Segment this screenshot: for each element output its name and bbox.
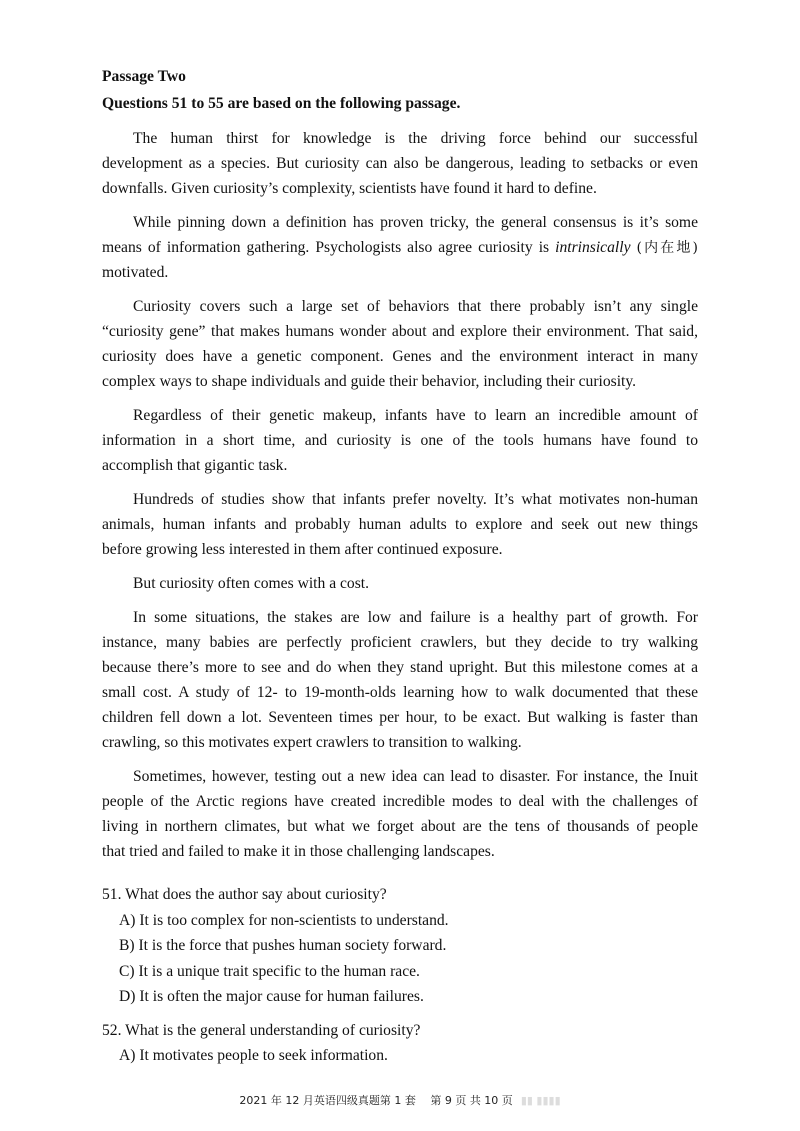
line-text: downfalls. Given curiosity’s complexity, scientists have found it hard to define.: [102, 180, 597, 197]
passage-title: Passage Two: [102, 68, 186, 85]
paragraph-line: [102, 260, 698, 285]
paragraph-line: [102, 319, 698, 344]
line-text: before growing less interested in them after continued exposure.: [102, 541, 503, 558]
line-text: living in northern climates, but what we forget about are the tens of thousands of people: [102, 818, 698, 835]
answer-option: D) It is often the major cause for human failures.: [119, 988, 424, 1005]
passage-paragraph: [102, 294, 698, 394]
paragraph-line: [102, 537, 698, 562]
line-text: crawling, so this motivates expert crawlers to transition to walking.: [102, 734, 522, 751]
line-text: because there’s more to see and do when they stand upright. But this milestone comes at a: [102, 659, 698, 676]
line-text: complex ways to shape individuals and guide their behavior, including their curiosity.: [102, 373, 637, 390]
paragraph-line: [102, 235, 698, 260]
passage-paragraph: [102, 571, 698, 596]
line-text: The human thirst for knowledge is the driving force behind our successful: [133, 130, 698, 147]
line-text: that tried and failed to make it in those challenging landscapes.: [102, 843, 495, 860]
passage-body: [102, 126, 698, 864]
line-text: animals, human infants and probably human adults to explore and seek out new things: [102, 516, 698, 533]
watermark: ▮▮ ▮▮▮▮: [520, 1094, 561, 1107]
paragraph-line: [102, 403, 698, 428]
line-text: Regardless of their genetic makeup, infants have to learn an incredible amount of: [133, 407, 698, 424]
paragraph-line: [102, 344, 698, 369]
paragraph-line: [102, 294, 698, 319]
document-page: [102, 64, 698, 1069]
paragraph-line: [102, 814, 698, 839]
footer-text: 2021 年 12 月英语四级真题第 1 套 第 9 页 共 10 页: [239, 1094, 513, 1107]
chinese-gloss: (内在地): [636, 240, 698, 256]
paragraph-line: [102, 487, 698, 512]
passage-paragraph: [102, 487, 698, 562]
passage-paragraph: [102, 403, 698, 478]
paragraph-line: [102, 571, 698, 596]
line-text: In some situations, the stakes are low and failure is a healthy part of growth. For: [133, 609, 698, 626]
question-stem: 51. What does the author say about curiosity?: [102, 886, 387, 903]
paragraph-line: [102, 453, 698, 478]
paragraph-line: [102, 605, 698, 630]
answer-option: A) It is too complex for non-scientists to understand.: [119, 911, 449, 929]
questions: [102, 882, 698, 1069]
page-footer: [0, 1092, 800, 1108]
paragraph-line: [102, 369, 698, 394]
line-text: children fell down a lot. Seventeen times per hour, to be exact. But walking is faster than: [102, 709, 698, 726]
line-text: small cost. A study of 12- to 19-month-olds learning how to walk documented that these: [102, 684, 698, 701]
question: [102, 1018, 698, 1069]
line-text: means of information gathering. Psychologists also agree curiosity is: [102, 239, 550, 256]
line-text: While pinning down a definition has proven tricky, the general consensus is it’s some: [133, 214, 698, 231]
paragraph-line: [102, 680, 698, 705]
line-text: Sometimes, however, testing out a new idea can lead to disaster. For instance, the Inuit: [133, 768, 698, 785]
paragraph-line: [102, 789, 698, 814]
line-text: curiosity does have a genetic component. Genes and the environment interact in many: [102, 348, 698, 365]
line-text: development as a species. But curiosity can also be dangerous, leading to setbacks or even: [102, 155, 698, 172]
line-text: Hundreds of studies show that infants prefer novelty. It’s what motivates non-human: [133, 491, 698, 508]
passage-instruction: Questions 51 to 55 are based on the following passage.: [102, 95, 461, 112]
paragraph-line: [102, 630, 698, 655]
line-text: people of the Arctic regions have created incredible modes to deal with the challenges of: [102, 793, 698, 810]
question: [102, 882, 698, 1010]
paragraph-line: [102, 126, 698, 151]
paragraph-line: [102, 655, 698, 680]
paragraph-line: [102, 151, 698, 176]
line-text: “curiosity gene” that makes humans wonder about and explore their environment. That said,: [102, 323, 698, 340]
line-text: But curiosity often comes with a cost.: [133, 575, 370, 592]
paragraph-line: [102, 428, 698, 453]
paragraph-line: [102, 764, 698, 789]
line-text: Curiosity covers such a large set of behaviors that there probably isn’t any single: [133, 298, 698, 315]
line-text: instance, many babies are perfectly proficient crawlers, but they decide to try walking: [102, 634, 698, 651]
passage-paragraph: [102, 126, 698, 201]
passage-paragraph: [102, 605, 698, 755]
paragraph-line: [102, 210, 698, 235]
answer-option: A) It motivates people to seek information.: [119, 1047, 388, 1064]
line-text: information in a short time, and curiosity is one of the tools humans have found to: [102, 432, 698, 449]
paragraph-line: [102, 176, 698, 201]
passage-paragraph: [102, 764, 698, 864]
paragraph-line: [102, 705, 698, 730]
italic-term: intrinsically: [555, 239, 631, 256]
line-text: motivated.: [102, 264, 169, 281]
answer-option: C) It is a unique trait specific to the human race.: [119, 962, 420, 980]
line-text: accomplish that gigantic task.: [102, 457, 288, 474]
answer-option: B) It is the force that pushes human society forward.: [119, 937, 447, 954]
paragraph-line: [102, 512, 698, 537]
paragraph-line: [102, 839, 698, 864]
question-stem: 52. What is the general understanding of curiosity?: [102, 1021, 421, 1039]
paragraph-line: [102, 730, 698, 755]
passage-paragraph: [102, 210, 698, 285]
